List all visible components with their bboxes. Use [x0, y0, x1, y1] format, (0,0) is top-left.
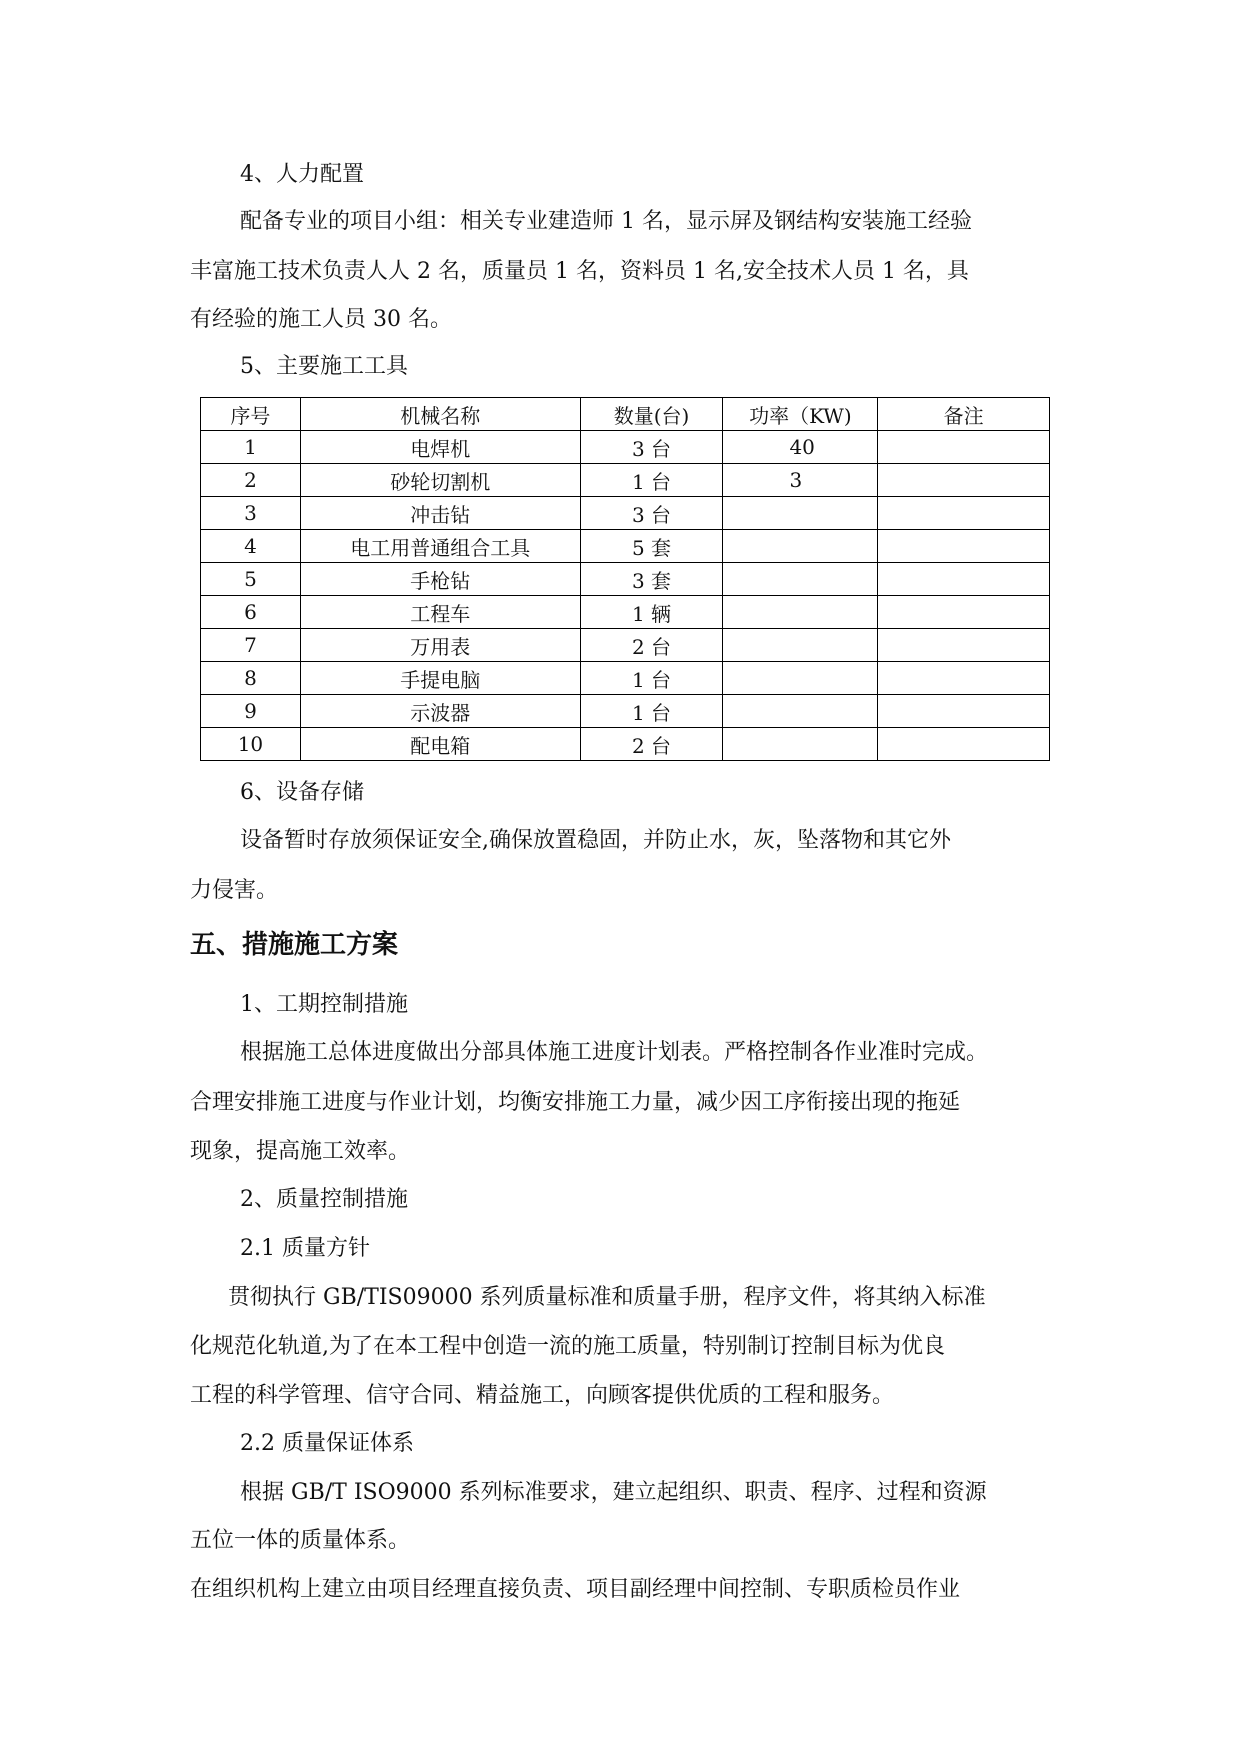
cell-index: 8 [201, 662, 301, 695]
cell-machine-name: 电工用普通组合工具 [300, 530, 580, 563]
cell-remarks [878, 563, 1050, 596]
cell-power [723, 629, 878, 662]
cell-index: 10 [201, 728, 301, 761]
tools-table [200, 397, 1050, 761]
table-row [201, 431, 1050, 464]
cell-quantity: 3 台 [580, 497, 723, 530]
paragraph-line: 有经验的施工人员 30 名。 [190, 307, 452, 332]
cell-quantity: 1 辆 [580, 596, 723, 629]
column-header-remarks: 备注 [878, 398, 1050, 431]
cell-remarks [878, 464, 1050, 497]
subsection-heading-policy: 2.1 质量方针 [240, 1236, 370, 1261]
paragraph-line: 五位一体的质量体系。 [190, 1528, 411, 1553]
cell-quantity: 2 台 [580, 629, 723, 662]
column-header-index: 序号 [201, 398, 301, 431]
cell-power [723, 596, 878, 629]
paragraph-line: 力侵害。 [190, 878, 279, 903]
cell-index: 6 [201, 596, 301, 629]
cell-index: 2 [201, 464, 301, 497]
table-row [201, 596, 1050, 629]
table-row [201, 695, 1050, 728]
paragraph-line: 化规范化轨道,为了在本工程中创造一流的施工质量，特别制订控制目标为优良 [190, 1334, 945, 1359]
table-row [201, 497, 1050, 530]
cell-index: 5 [201, 563, 301, 596]
cell-quantity: 3 台 [580, 431, 723, 464]
cell-machine-name: 工程车 [300, 596, 580, 629]
table-row [201, 629, 1050, 662]
table-row [201, 728, 1050, 761]
cell-quantity: 1 台 [580, 695, 723, 728]
cell-machine-name: 手枪钻 [300, 563, 580, 596]
cell-index: 9 [201, 695, 301, 728]
table-row [201, 464, 1050, 497]
cell-quantity: 5 套 [580, 530, 723, 563]
column-header-power: 功率（KW) [723, 398, 878, 431]
paragraph-line: 丰富施工技术负责人人 2 名，质量员 1 名，资料员 1 名,安全技术人员 1 名，具 [190, 259, 969, 284]
cell-remarks [878, 728, 1050, 761]
cell-power [723, 695, 878, 728]
paragraph-line: 配备专业的项目小组：相关专业建造师 1 名，显示屏及钢结构安装施工经验 [240, 209, 972, 234]
cell-quantity: 1 台 [580, 662, 723, 695]
chapter-title: 五、措施施工方案 [190, 930, 399, 960]
cell-machine-name: 万用表 [300, 629, 580, 662]
table-row [201, 563, 1050, 596]
paragraph-line: 合理安排施工进度与作业计划，均衡安排施工力量，减少因工序衔接出现的拖延 [190, 1090, 961, 1115]
cell-remarks [878, 497, 1050, 530]
cell-power: 3 [723, 464, 878, 497]
cell-index: 1 [201, 431, 301, 464]
table-row [201, 530, 1050, 563]
cell-index: 7 [201, 629, 301, 662]
table-header-row [201, 398, 1050, 431]
cell-machine-name: 配电箱 [300, 728, 580, 761]
paragraph-line: 在组织机构上建立由项目经理直接负责、项目副经理中间控制、专职质检员作业 [190, 1577, 961, 1602]
cell-remarks [878, 695, 1050, 728]
section-heading-tools: 5、主要施工工具 [240, 354, 408, 379]
cell-quantity: 2 台 [580, 728, 723, 761]
paragraph-line: 设备暂时存放须保证安全,确保放置稳固，并防止水，灰，坠落物和其它外 [240, 828, 951, 853]
cell-remarks [878, 629, 1050, 662]
paragraph-line: 工程的科学管理、信守合同、精益施工，向顾客提供优质的工程和服务。 [190, 1383, 895, 1408]
paragraph-line: 根据施工总体进度做出分部具体施工进度计划表。严格控制各作业准时完成。 [240, 1040, 989, 1065]
section-heading-schedule: 1、工期控制措施 [240, 992, 408, 1017]
cell-power [723, 563, 878, 596]
cell-machine-name: 冲击钻 [300, 497, 580, 530]
paragraph-line: 根据 GB/T ISO9000 系列标准要求，建立起组织、职责、程序、过程和资源 [240, 1480, 987, 1505]
section-heading-storage: 6、设备存储 [240, 780, 364, 805]
cell-index: 3 [201, 497, 301, 530]
cell-power: 40 [723, 431, 878, 464]
table-row [201, 662, 1050, 695]
cell-machine-name: 手提电脑 [300, 662, 580, 695]
column-header-quantity: 数量(台) [580, 398, 723, 431]
cell-power [723, 530, 878, 563]
cell-quantity: 1 台 [580, 464, 723, 497]
paragraph-line: 现象，提高施工效率。 [190, 1139, 411, 1164]
cell-power [723, 728, 878, 761]
cell-power [723, 662, 878, 695]
paragraph-line: 贯彻执行 GB/TIS09000 系列质量标准和质量手册，程序文件，将其纳入标准 [228, 1285, 986, 1310]
cell-quantity: 3 套 [580, 563, 723, 596]
cell-power [723, 497, 878, 530]
cell-machine-name: 电焊机 [300, 431, 580, 464]
subsection-heading-system: 2.2 质量保证体系 [240, 1431, 414, 1456]
section-heading-quality: 2、质量控制措施 [240, 1187, 408, 1212]
cell-remarks [878, 596, 1050, 629]
cell-remarks [878, 530, 1050, 563]
cell-machine-name: 砂轮切割机 [300, 464, 580, 497]
section-heading-staffing: 4、人力配置 [240, 162, 364, 187]
column-header-machine-name: 机械名称 [300, 398, 580, 431]
cell-remarks [878, 431, 1050, 464]
cell-machine-name: 示波器 [300, 695, 580, 728]
cell-remarks [878, 662, 1050, 695]
cell-index: 4 [201, 530, 301, 563]
